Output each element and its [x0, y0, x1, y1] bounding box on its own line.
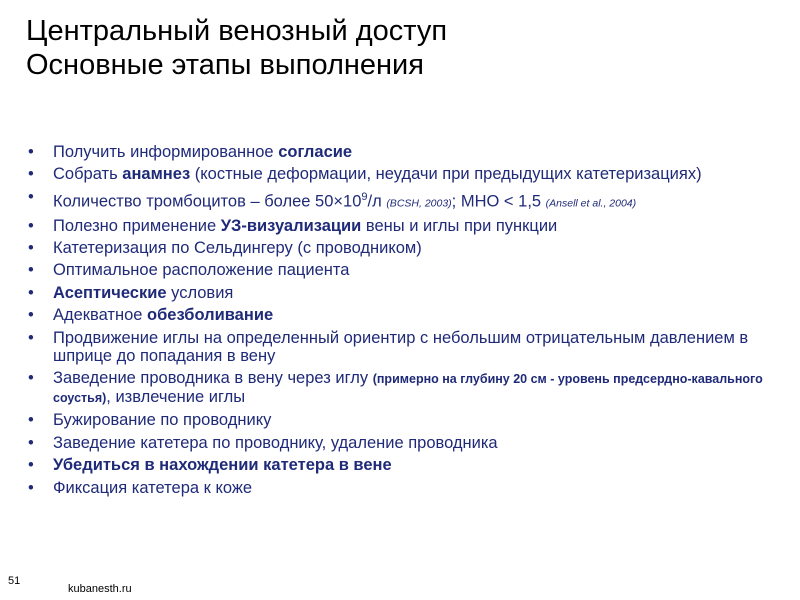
item-text: Собрать [53, 165, 123, 184]
item-citation: (Ansell et al., 2004) [545, 197, 637, 210]
item-emphasis: согласие [278, 143, 353, 161]
item-text: Полезно применение [53, 216, 221, 235]
bullet-marker: • [28, 411, 34, 430]
item-text: вены и иглы при пункции [361, 216, 558, 235]
item-emphasis: Асептические [53, 283, 167, 302]
item-text: Заведение проводника в вену через иглу [53, 369, 373, 388]
bullet-marker: • [28, 433, 34, 452]
bullet-marker: • [28, 216, 34, 235]
list-item [28, 369, 788, 407]
item-note: (примерно на глубину 20 см - уровень предсердно-кавального соустья) [53, 372, 763, 406]
item-emphasis: обезболивание [147, 306, 274, 325]
item-text: ; МНО < 1,5 [451, 192, 546, 211]
bullet-marker: • [28, 456, 34, 475]
list-item [28, 434, 788, 452]
steps-list [28, 143, 788, 501]
item-text: Фиксация катетера к коже [53, 478, 253, 497]
bullet-marker: • [28, 187, 34, 206]
page-number: 51 [8, 575, 21, 587]
item-emphasis: анамнез [122, 165, 191, 184]
item-text: Оптимальное расположение пациента [53, 261, 350, 280]
item-text: Адекватное [53, 306, 148, 325]
list-item [28, 239, 788, 257]
bullet-marker: • [28, 306, 34, 325]
item-text: Продвижение иглы на определенный ориентир с небольшим отрицательным давлением в шприце до попадания в вену [53, 328, 749, 365]
footer-site: kubanesth.ru [68, 583, 132, 595]
bullet-marker: • [28, 261, 34, 280]
list-item [28, 411, 788, 429]
list-item [28, 329, 788, 365]
list-item [28, 261, 788, 279]
list-item [28, 456, 788, 474]
bullet-marker: • [28, 328, 34, 347]
item-text: Катетеризация по Сельдингеру (с проводником) [53, 239, 422, 258]
list-item [28, 479, 788, 497]
item-text: (костные деформации, неудачи при предыдущих катетеризациях) [190, 165, 702, 184]
item-emphasis: УЗ-визуализации [220, 216, 362, 235]
list-item [28, 165, 788, 183]
item-citation: (BCSH, 2003) [386, 197, 452, 210]
bullet-marker: • [28, 283, 34, 302]
slide-title [26, 14, 447, 82]
bullet-marker: • [28, 369, 34, 388]
list-item [28, 284, 788, 302]
item-text: Заведение катетера по проводнику, удаление проводника [53, 433, 498, 452]
item-text: условия [166, 283, 234, 302]
item-emphasis: Убедиться в нахождении катетера в вене [53, 456, 392, 475]
item-text: /л [367, 192, 387, 211]
item-text: Бужирование по проводнику [53, 411, 272, 430]
list-item [28, 217, 788, 235]
list-item [28, 188, 788, 213]
slide-title-line-2: Основные этапы выполнения [26, 49, 424, 81]
item-text: Получить информированное [53, 143, 279, 161]
bullet-marker: • [28, 165, 34, 184]
bullet-marker: • [28, 478, 34, 497]
item-text: Количество тромбоцитов – более 50×10 [53, 192, 362, 211]
item-text: , извлечение иглы [106, 388, 246, 407]
item-superscript: 9 [361, 190, 368, 203]
list-item [28, 306, 788, 324]
slide-title-line-1: Центральный венозный доступ [26, 15, 448, 47]
list-item [28, 143, 788, 161]
bullet-marker: • [28, 143, 34, 161]
bullet-marker: • [28, 239, 34, 258]
